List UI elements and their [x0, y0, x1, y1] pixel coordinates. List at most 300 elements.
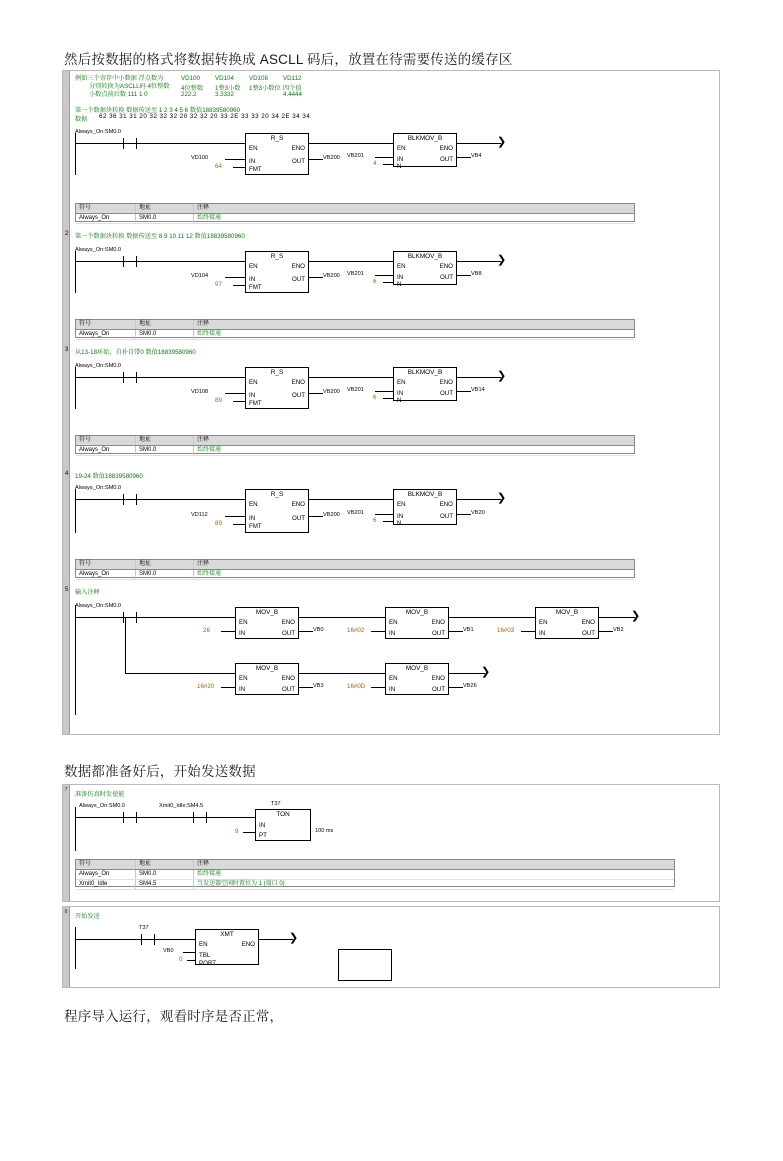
net1-rs-out-label: VB200 [323, 155, 340, 161]
net5-mov1-out: OUT [281, 630, 295, 637]
net5-branch-wire [125, 673, 235, 674]
network-gutter [63, 71, 70, 734]
net8-xmt-tbl-wire [183, 952, 195, 953]
net1-symtab-row [76, 214, 634, 224]
net2-rs-fmt-wire [233, 285, 245, 286]
net5-mov2-in: IN [389, 630, 396, 637]
net4-rs-fmt-value: 89 [215, 520, 222, 527]
net2-block-blkmov [393, 251, 457, 288]
net4-rs-in-wire [225, 516, 245, 517]
net3-end-arrow: ❯ [497, 370, 507, 382]
net1-rs-eno: ENO [291, 145, 305, 152]
net5-mov5-in: IN [389, 686, 396, 693]
net3-symtab-row [76, 446, 634, 456]
net5-wire-r2b [299, 673, 385, 674]
net3-symtab-h1: 符号 [76, 436, 136, 445]
net1-symtab-header [76, 204, 634, 214]
net5-mov3 [535, 607, 599, 639]
net1-num-row: 62 36 31 31 20 32 32 32 20 32 32 20 33 2E 33 33 20 34 2E 34 34 [99, 113, 311, 120]
net4-blkmov-out: OUT [439, 513, 453, 520]
net1-rung-wire [75, 143, 165, 144]
net5-mov1-out-label: VB0 [313, 627, 324, 633]
net3-comment: 从13-18环始，自补自带0 数值18839580960 [75, 349, 196, 356]
net4-blkmov-in-wire [375, 514, 393, 515]
net2-blkmov-in-wire [375, 275, 393, 276]
net8-xmt-en: EN [199, 941, 208, 948]
net4-symtab-note: 始终接通 [197, 571, 222, 577]
net5-mov2-in-wire [371, 631, 385, 632]
net5-mov3-out: OUT [581, 630, 595, 637]
net3-rs-en: EN [249, 379, 258, 386]
net1-comment: 第一个数据块转换 数据传送至 1 2 3 4 5 6 数值18839580960 [75, 107, 241, 114]
net1-symbol-table [75, 203, 635, 222]
net8-end-wire [259, 939, 293, 940]
net3-contact [123, 372, 137, 383]
net2-coil-wire [457, 261, 501, 262]
header-col-t1-2: 1整3小数位 [249, 85, 281, 92]
header-col-t1-3: 四个值 [283, 85, 302, 92]
net3-rs-fmt-wire [233, 401, 245, 402]
net2-symtab-h2: 地址 [136, 320, 194, 329]
net2-wire-to-blk [309, 261, 393, 262]
net3-coil-wire [457, 377, 501, 378]
net3-block-rs-title: R_S [270, 369, 284, 376]
net4-rs-in-label: VD112 [191, 512, 208, 518]
network7-number: 7 [64, 787, 68, 793]
paragraph-3: 程序导入运行，观看时序是否正常， [64, 1009, 284, 1024]
net7-contact-2 [193, 812, 207, 823]
net1-rs-in-label: VD100 [191, 155, 209, 161]
net5-number: 5 [65, 587, 69, 593]
net4-symtab-h2: 地址 [136, 560, 194, 569]
net8-contact-label: T37 [139, 925, 149, 931]
power-rail-left-5 [75, 605, 76, 715]
net7-comment: 准备仿真时发使能 [75, 791, 125, 798]
net7-symbol-table [75, 859, 675, 887]
ladder-canvas-main [62, 70, 720, 735]
net4-blkmov-eno: ENO [439, 501, 453, 508]
net1-rs-in-wire [225, 159, 245, 160]
net3-blkmov-n-value: 6 [373, 394, 377, 401]
net2-blkmov-in: IN [397, 274, 404, 281]
net2-rs-eno: ENO [291, 263, 305, 270]
net5-mov1 [235, 607, 299, 639]
net3-blkmov-n-wire [383, 398, 393, 399]
net3-symbol-table [75, 435, 635, 454]
net1-rs-out-wire [309, 159, 323, 160]
net2-wire-to-rs [165, 261, 245, 262]
net1-contact [123, 138, 137, 149]
net3-rs-fmt: FMT [249, 400, 262, 407]
net5-contact-label: Always_On:SM0.0 [75, 603, 122, 609]
net8-xmt-port-wire [187, 960, 195, 961]
net4-contact-label: Always_On:SM0.0 [75, 485, 122, 491]
net5-mov5-title: MOV_B [405, 665, 429, 672]
net7-timer-pt-value: 9 [235, 828, 239, 835]
net5-mov2-out-wire [449, 631, 463, 632]
net3-blkmov-out-label: VB14 [471, 387, 485, 393]
net5-mov1-in: IN [239, 630, 246, 637]
net2-blkmov-out-label: VB8 [471, 271, 482, 277]
net5-mov3-en: EN [539, 619, 548, 626]
header-col-t2-1: 3.3332 [215, 91, 234, 98]
power-rail-left-2 [75, 251, 76, 293]
net7-symtab-sym-2: Xmit0_Idle [76, 880, 136, 889]
ladder-canvas-net8 [62, 906, 720, 988]
net4-block-rs [245, 489, 309, 533]
net1-rs-fmt: FMT [249, 166, 262, 173]
net1-symtab-h1: 符号 [76, 204, 136, 213]
net2-blkmov-n-value: 6 [373, 278, 377, 285]
net5-comment: 输入注释 [75, 589, 100, 596]
net7-contact-1 [123, 812, 137, 823]
net4-blkmov-title: BLKMOV_B [407, 491, 443, 498]
net1-blkmov-in: IN [397, 156, 404, 163]
net1-blkmov-n-wire [383, 164, 393, 165]
net4-rs-out: OUT [291, 515, 305, 522]
net7-symtab-h2: 地址 [136, 860, 194, 869]
header-col-addr-3: VD112 [283, 75, 302, 82]
net2-blkmov-out-wire [457, 275, 471, 276]
net3-contact-label: Always_On:SM0.0 [75, 363, 122, 369]
net4-blkmov-n-wire [383, 521, 393, 522]
net4-rs-fmt-wire [233, 524, 245, 525]
net5-mov3-out-label: VB2 [613, 627, 624, 633]
net1-contact-label: Always_On:SM0.0 [75, 129, 122, 135]
net5-mov1-title: MOV_B [255, 609, 279, 616]
net2-symtab-header [76, 320, 634, 330]
net5-mov2-out: OUT [431, 630, 445, 637]
net5-r2-end-wire [449, 673, 485, 674]
net5-mov5 [385, 663, 449, 695]
net3-rs-in-label: VD108 [191, 389, 209, 395]
net4-symtab-addr: SM0.0 [136, 570, 194, 579]
power-rail-left-1 [75, 133, 76, 175]
net2-blkmov-in-label: VB201 [347, 271, 364, 277]
net5-mov5-en: EN [389, 675, 398, 682]
net1-rs-en: EN [249, 145, 258, 152]
net5-mov4-out: OUT [281, 686, 295, 693]
net8-xmt-port-value: 0 [179, 956, 183, 963]
net1-rs-in: IN [249, 158, 256, 165]
net4-symtab-sym: Always_On [76, 570, 136, 579]
net8-xmt-tbl-label: VB0 [163, 948, 174, 954]
net3-rs-in-wire [225, 393, 245, 394]
net4-wire-to-rs [165, 499, 245, 500]
net1-blkmov-n: N [397, 163, 402, 170]
net5-mov1-in-wire [221, 631, 235, 632]
net4-wire-to-blk [309, 499, 393, 500]
net5-mov4-in-value: 16#20 [197, 683, 215, 690]
net7-symtab-h3: 注释 [197, 861, 210, 867]
net5-mov1-in-value: 26 [203, 627, 210, 634]
net7-timer-pt-wire [243, 832, 255, 833]
net7-symtab-addr-2: SM4.5 [136, 880, 194, 889]
net3-blkmov-eno: ENO [439, 379, 453, 386]
net3-blkmov-in-label: VB201 [347, 387, 364, 393]
net7-timer-timebase: 100 ms [315, 828, 334, 834]
net1-blkmov-n-value: 4 [373, 160, 377, 167]
net1-rs-out: OUT [291, 158, 305, 165]
paragraph-2: 数据都准备好后，开始发送数据 [64, 764, 256, 779]
net2-blkmov-eno: ENO [439, 263, 453, 270]
net2-rs-fmt-value: 97 [215, 281, 222, 288]
net3-rs-out-label: VB200 [323, 389, 340, 395]
net5-wire-r1a [165, 617, 235, 618]
network8-gutter [63, 907, 70, 987]
net3-symtab-h3: 注释 [197, 437, 210, 443]
net3-number: 3 [65, 347, 69, 353]
header-col-addr-2: VD108 [249, 75, 268, 82]
net4-blkmov-in: IN [397, 513, 404, 520]
net3-blkmov-in-wire [375, 391, 393, 392]
net7-rung-wire [75, 817, 255, 818]
net4-rs-en: EN [249, 501, 258, 508]
net1-rs-fmt-wire [233, 167, 245, 168]
net2-comment: 第一个数据块转换 数据传送至 8 9 10 11 12 数值18839580960 [75, 233, 245, 240]
net4-end-arrow: ❯ [497, 492, 507, 504]
net2-block-rs-title: R_S [270, 253, 284, 260]
net2-rung-wire [75, 261, 165, 262]
net2-block-rs [245, 251, 309, 293]
net5-mov5-in-wire [371, 687, 385, 688]
net1-blkmov-out-label: VB4 [471, 153, 482, 159]
net5-mov4-out-wire [299, 687, 313, 688]
net5-rung-wire [75, 617, 165, 618]
ladder-canvas-net7 [62, 784, 720, 902]
net5-mov4-out-label: VB3 [313, 683, 324, 689]
net4-rs-out-wire [309, 516, 323, 517]
net2-rs-en: EN [249, 263, 258, 270]
net4-blkmov-in-label: VB201 [347, 510, 364, 516]
net5-branch-vert [125, 617, 126, 673]
net5-mov3-eno: ENO [581, 619, 595, 626]
net4-rs-in: IN [249, 515, 256, 522]
net8-xmt-block [195, 929, 259, 965]
net1-block-rs [245, 133, 309, 175]
net2-symtab-sym: Always_On [76, 330, 136, 339]
net2-blkmov-n: N [397, 281, 402, 288]
net5-mov2-eno: ENO [431, 619, 445, 626]
net1-block-rs-title: R_S [270, 135, 284, 142]
net4-comment: 19-24 数值18839580960 [75, 473, 143, 480]
net2-rs-in: IN [249, 276, 256, 283]
net5-mov1-eno: ENO [281, 619, 295, 626]
net1-blkmov-out: OUT [439, 156, 453, 163]
net5-mov3-in-wire [521, 631, 535, 632]
net3-rs-out: OUT [291, 392, 305, 399]
net1-blkmov-eno: ENO [439, 145, 453, 152]
net2-rs-fmt: FMT [249, 284, 262, 291]
net5-mov5-out-label: VB26 [463, 683, 477, 689]
net3-block-rs [245, 367, 309, 409]
net2-symtab-row [76, 330, 634, 340]
net4-block-rs-title: R_S [270, 491, 284, 498]
header-note-line1: 例如三个寄存中小数据 浮点数为 [75, 75, 164, 82]
power-rail-left-3 [75, 367, 76, 409]
net7-contact-2-label: Xmit0_Idle:SM4.5 [159, 803, 204, 809]
net2-blkmov-out: OUT [439, 274, 453, 281]
power-rail-left-8 [75, 927, 76, 969]
net3-symtab-sym: Always_On [76, 446, 136, 455]
net2-end-arrow: ❯ [497, 254, 507, 266]
net1-blkmov-in-label: VB201 [347, 153, 364, 159]
net7-symtab-note-2: 当发送器空闲时置位为 1 (端口 0) [197, 881, 285, 887]
net2-blkmov-title: BLKMOV_B [407, 253, 443, 260]
net1-blkmov-in-wire [375, 157, 393, 158]
net4-block-blkmov [393, 489, 457, 525]
net5-mov4-title: MOV_B [255, 665, 279, 672]
net3-rs-in: IN [249, 392, 256, 399]
net4-symbol-table [75, 559, 635, 578]
net5-r1-end-arrow: ❯ [631, 610, 641, 622]
power-rail-left-4 [75, 489, 76, 533]
net1-coil-wire [457, 143, 501, 144]
net5-mov1-en: EN [239, 619, 248, 626]
header-col-t1-0: 4位整数 [181, 85, 204, 92]
net3-blkmov-out-wire [457, 391, 471, 392]
net4-blkmov-out-label: VB20 [471, 510, 485, 516]
net1-blkmov-title: BLKMOV_B [407, 135, 443, 142]
net3-blkmov-en: EN [397, 379, 406, 386]
net2-symtab-addr: SM0.0 [136, 330, 194, 339]
net5-mov4 [235, 663, 299, 695]
net4-blkmov-out-wire [457, 514, 471, 515]
header-col-addr-0: VD100 [181, 75, 200, 82]
net5-mov3-in: IN [539, 630, 546, 637]
network8-number: 8 [64, 909, 68, 915]
net5-mov4-en: EN [239, 675, 248, 682]
net4-rs-out-label: VB200 [323, 512, 340, 518]
net3-blkmov-out: OUT [439, 390, 453, 397]
net2-rs-in-wire [225, 277, 245, 278]
net3-symtab-h2: 地址 [136, 436, 194, 445]
net3-blkmov-in: IN [397, 390, 404, 397]
net5-mov4-eno: ENO [281, 675, 295, 682]
net3-symtab-header [76, 436, 634, 446]
net1-symtab-addr: SM0.0 [136, 214, 194, 223]
net3-rs-fmt-value: 89 [215, 397, 222, 404]
net8-end-arrow: ❯ [289, 932, 299, 944]
net4-number: 4 [65, 471, 69, 477]
net2-symtab-h1: 符号 [76, 320, 136, 329]
net5-mov2 [385, 607, 449, 639]
net7-timer-block [255, 809, 311, 841]
net2-blkmov-en: EN [397, 263, 406, 270]
net2-rs-out-label: VB200 [323, 273, 340, 279]
net4-rung-wire [75, 499, 165, 500]
net2-symtab-h3: 注释 [197, 321, 210, 327]
net2-number: 2 [65, 231, 69, 237]
net7-symtab-header [76, 860, 674, 870]
net8-xmt-eno: ENO [241, 941, 255, 948]
net4-symtab-h1: 符号 [76, 560, 136, 569]
net5-mov2-title: MOV_B [405, 609, 429, 616]
net3-blkmov-n: N [397, 397, 402, 404]
net3-wire-to-rs [165, 377, 245, 378]
net1-end-arrow: ❯ [497, 136, 507, 148]
net4-blkmov-n-value: 6 [373, 517, 377, 524]
net2-contact-label: Always_On:SM0.0 [75, 247, 122, 253]
net7-symtab-row-1 [76, 870, 674, 880]
net8-empty-box [338, 949, 392, 981]
net5-mov5-out: OUT [431, 686, 445, 693]
net1-symtab-h3: 注释 [197, 205, 210, 211]
net1-blkmov-out-wire [457, 157, 471, 158]
net3-wire-to-blk [309, 377, 393, 378]
net1-wire-to-rs [165, 143, 245, 144]
net2-symtab-note: 始终接通 [197, 331, 222, 337]
net5-mov3-in-value: 16#03 [497, 627, 515, 634]
header-col-addr-1: VD104 [215, 75, 234, 82]
net3-rs-eno: ENO [291, 379, 305, 386]
net4-contact [123, 494, 137, 505]
net4-coil-wire [457, 499, 501, 500]
net1-symtab-sym: Always_On [76, 214, 136, 223]
net5-mov5-out-wire [449, 687, 463, 688]
net5-mov5-in-value: 16#0D [347, 683, 366, 690]
net1-rs-fmt-value: 64 [215, 163, 222, 170]
net7-symtab-h1: 符号 [76, 860, 136, 869]
power-rail-left-7 [75, 807, 76, 851]
net7-timer-in: IN [259, 822, 266, 829]
net5-r2-end-arrow: ❯ [481, 666, 491, 678]
header-col-t2-3: 4.4444 [283, 91, 302, 98]
net1-wire-to-blk [309, 143, 393, 144]
net8-xmt-title: XMT [220, 931, 234, 938]
net5-mov1-out-wire [299, 631, 313, 632]
net3-symtab-note: 始终接通 [197, 447, 222, 453]
net5-mov4-in: IN [239, 686, 246, 693]
net5-mov2-out-label: VB1 [463, 627, 474, 633]
net5-wire-r1c [449, 617, 535, 618]
net7-timer-type: TON [276, 811, 290, 818]
net8-rung-wire [75, 939, 195, 940]
net3-rung-wire [75, 377, 165, 378]
net2-symbol-table [75, 319, 635, 338]
net1-block-blkmov [393, 133, 457, 170]
net2-rs-out-wire [309, 277, 323, 278]
net7-symtab-row-2 [76, 880, 674, 890]
net1-symtab-h2: 地址 [136, 204, 194, 213]
net4-rs-eno: ENO [291, 501, 305, 508]
net4-symtab-header [76, 560, 634, 570]
net5-r1-end-wire [599, 617, 635, 618]
net5-mov4-in-wire [221, 687, 235, 688]
net8-contact [141, 934, 155, 945]
net2-rs-in-label: VD104 [191, 273, 209, 279]
net1-blkmov-en: EN [397, 145, 406, 152]
net2-blkmov-n-wire [383, 282, 393, 283]
net1-symtab-note: 始终接通 [197, 215, 222, 221]
net5-mov5-eno: ENO [431, 675, 445, 682]
net3-symtab-addr: SM0.0 [136, 446, 194, 455]
net2-rs-out: OUT [291, 276, 305, 283]
header-col-t1-1: 1整3小数 [215, 85, 241, 92]
net5-mov2-in-value: 16#02 [347, 627, 365, 634]
net3-rs-out-wire [309, 393, 323, 394]
net3-block-blkmov [393, 367, 457, 404]
net7-timer-pt: PT [259, 832, 267, 839]
net5-wire-r1b [299, 617, 385, 618]
net4-blkmov-n: N [397, 520, 402, 527]
net5-mov3-out-wire [599, 631, 613, 632]
paragraph-1: 然后按数据的格式将数据转换成 ASCLL 码后，放置在待需要传送的缓存区 [64, 52, 513, 67]
net7-symtab-note-1: 始终接通 [197, 871, 222, 877]
net8-xmt-tbl: TBL [199, 952, 211, 959]
header-note-line2: 分别转换为ASCLL码 4位整数 [89, 83, 170, 90]
net4-symtab-h3: 注释 [197, 561, 210, 567]
